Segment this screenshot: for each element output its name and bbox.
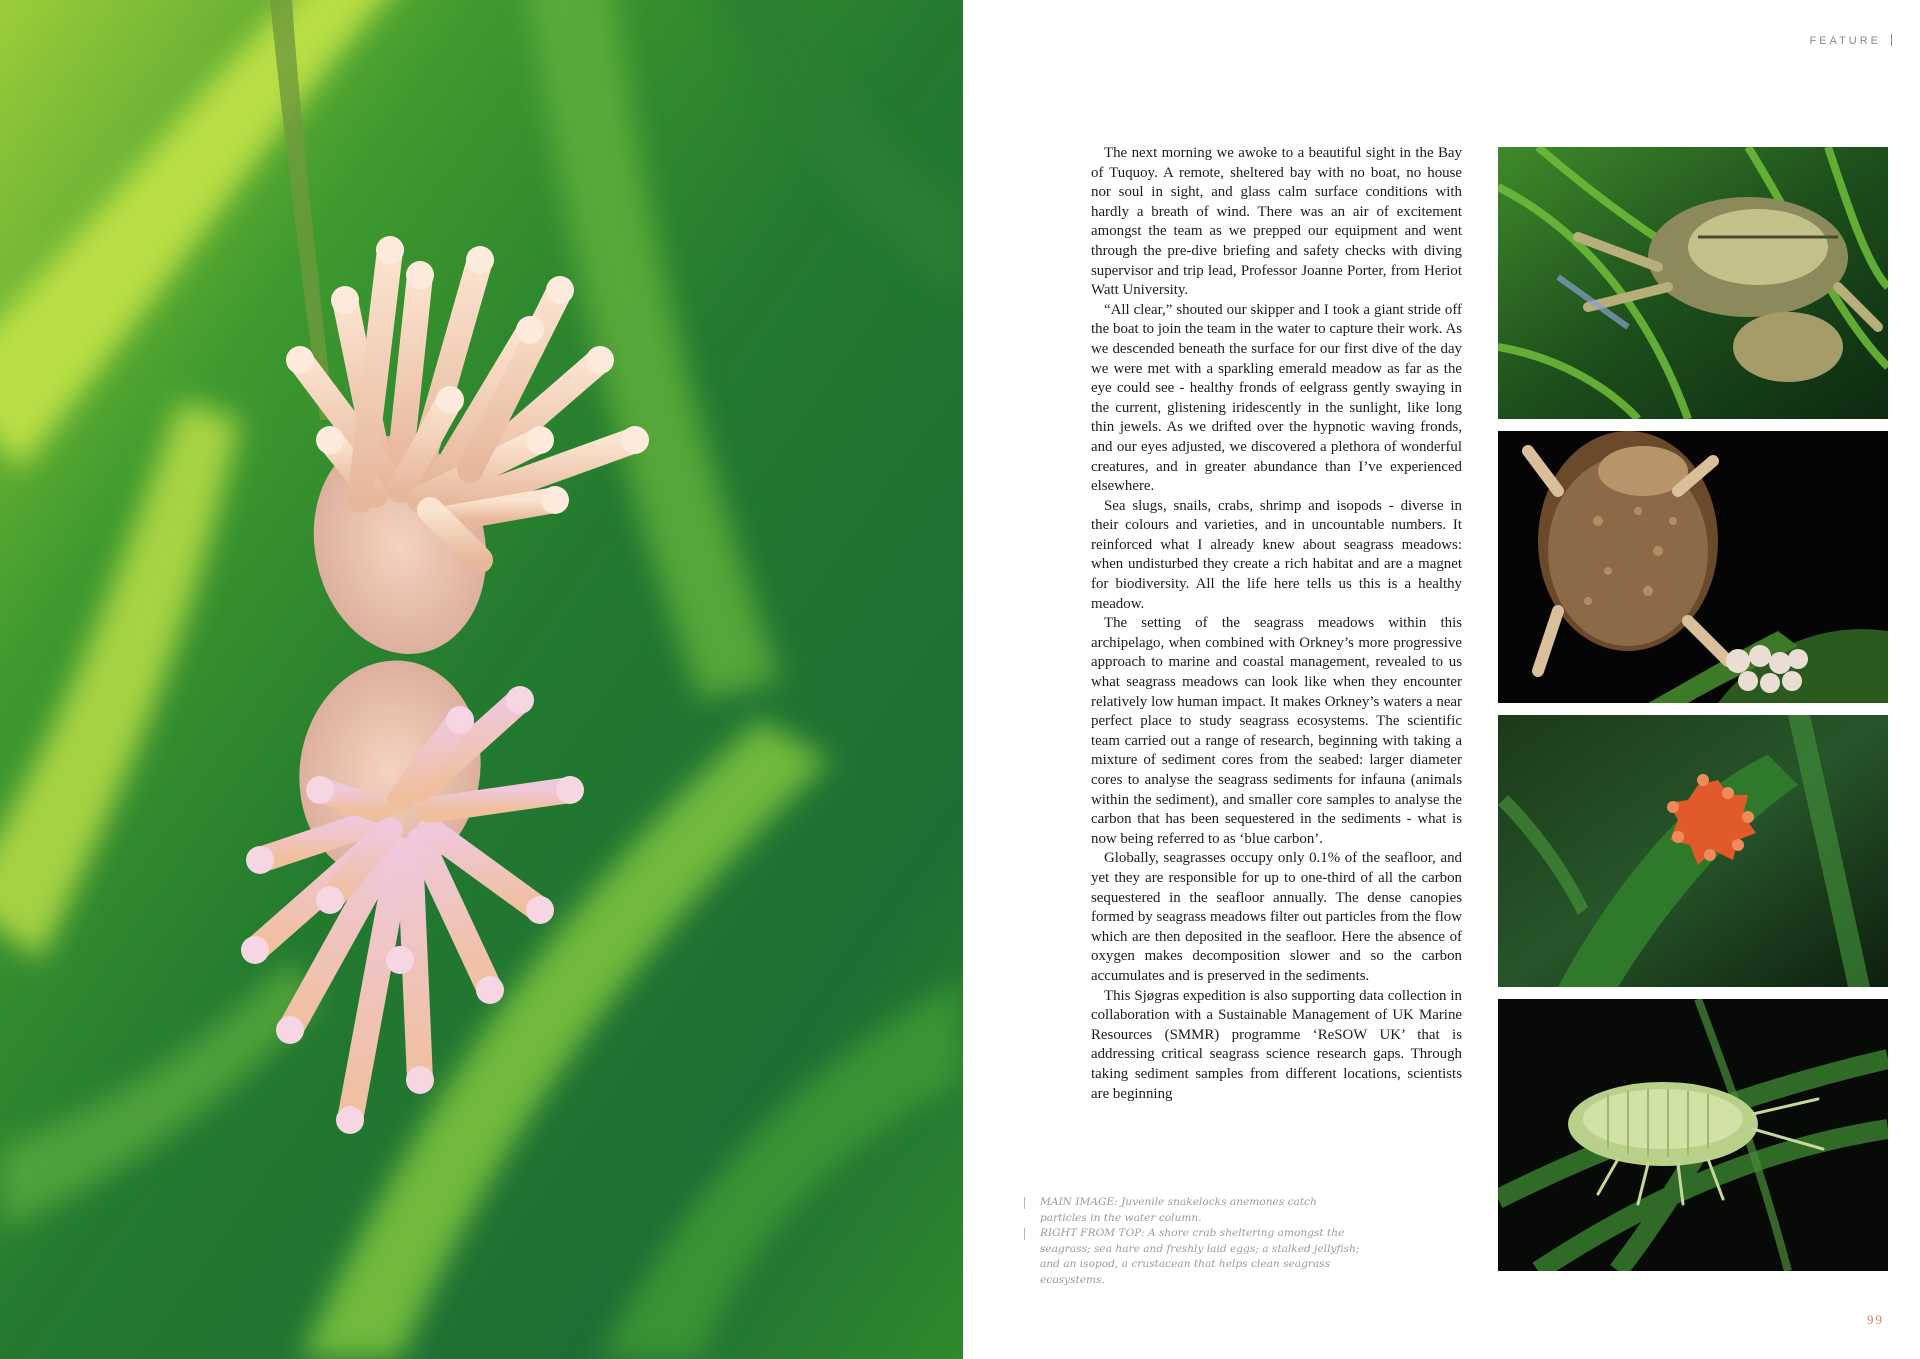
caption-divider xyxy=(1024,1228,1025,1240)
section-divider xyxy=(1891,34,1892,46)
isopod-photo xyxy=(1498,999,1888,1271)
caption-text: RIGHT FROM TOP: A shore crab sheltering amongst the seagrass; sea hare and freshly laid eggs; a stalked jellyfish; and an isopod, a crustacean that helps clean seagrass ecosystems. xyxy=(1040,1227,1360,1286)
article-body xyxy=(1091,144,1462,1104)
section-label xyxy=(1809,34,1892,47)
section-label-text: FEATURE xyxy=(1809,35,1881,47)
article-paragraph: Sea slugs, snails, crabs, shrimp and isopods - diverse in their colours and varieties, and in uncountable numbers. It reinforced what I already knew about seagrass meadows: when undisturbed they create a rich habitat and are a magnet for biodiversity. All the life here tells us this is a healthy meadow. xyxy=(1091,497,1462,612)
article-paragraph: This Sjøgras expedition is also supporting data collection in collaboration with a Sustainable Management of UK Marine Resources (SMMR) programme ‘ReSOW UK’ that is addressing critical seagrass science research gaps. Through taking sediment samples from different locations, scientists are beginning xyxy=(1091,987,1462,1102)
sea-hare-photo xyxy=(1498,431,1888,703)
page-number: 99 xyxy=(1867,1312,1884,1327)
caption-text: MAIN IMAGE: Juvenile snakelocks anemones catch particles in the water column. xyxy=(1040,1196,1317,1224)
caption-main-image xyxy=(1024,1195,1364,1226)
stalked-jellyfish-photo xyxy=(1498,715,1888,987)
shore-crab-photo xyxy=(1498,147,1888,419)
article-paragraph: Globally, seagrasses occupy only 0.1% of the seafloor, and yet they are responsible for up to one-third of all the carbon sequestered in the seafloor annually. The dense canopies formed by seagrass meadows filter out particles from the flow which are then deposited in the seafloor. Here the absence of oxygen makes decomposition slower and so the carbon accumulates and is preserved in the sediments. xyxy=(1091,850,1462,984)
article-paragraph: “All clear,” shouted our skipper and I took a giant stride off the boat to join the team in the water to capture their work. As we descended beneath the surface for our first dive of the day we were met with a sparkling emerald meadow as far as the eye could see - healthy fronds of eelgrass gently swaying in the current, glistening iridescently in the sunlight, like long thin jewels. As we drifted over the hypnotic waving fronds, and our eyes adjusted, we discovered a plethora of wonderful creatures, and in greater abundance than I’ve experienced elsewhere. xyxy=(1091,301,1462,495)
article-paragraph: The next morning we awoke to a beautiful sight in the Bay of Tuquoy. A remote, sheltered bay with no boat, no house nor soul in sight, and glass calm surface conditions with hardly a breath of wind. There was an air of excitement amongst the team as we prepped our equipment and went through the pre-dive briefing and safety checks with diving supervisor and trip lead, Professor Joanne Porter, from Heriot Watt University. xyxy=(1091,145,1462,299)
article-paragraph: The setting of the seagrass meadows within this archipelago, when combined with Orkney’s more progressive approach to marine and coastal management, revealed to us what seagrass meadows can look like when they encounter relatively low human impact. It makes Orkney’s waters a near perfect place to study seagrass ecosystems. The scientific team carried out a range of research, beginning with taking a mixture of sediment cores from the seabed: larger diameter cores to analyse the seagrass sediments for infauna (animals within the sediment), and smaller core samples to analyse the carbon that has been sequestered in the sediments - what is now being referred to as ‘blue carbon’. xyxy=(1091,615,1462,847)
caption-right-images xyxy=(1024,1226,1364,1288)
caption-divider xyxy=(1024,1197,1025,1209)
photo-captions xyxy=(1024,1195,1364,1288)
